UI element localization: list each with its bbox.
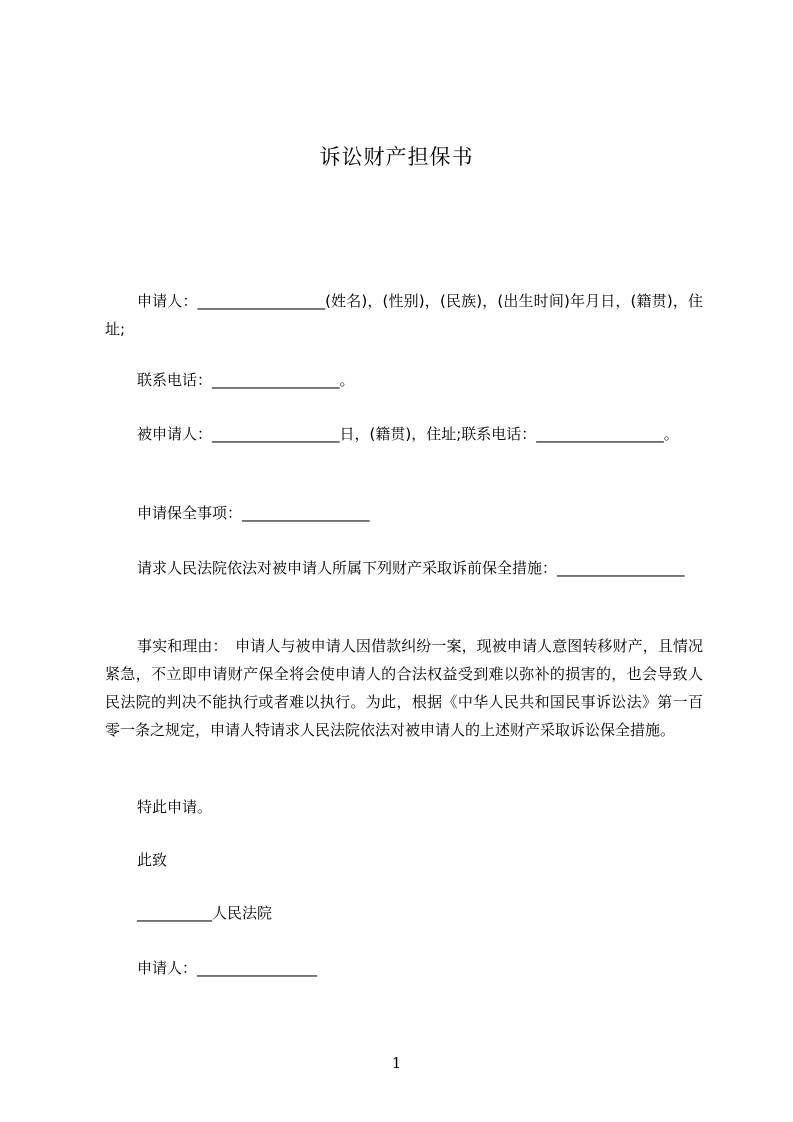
phone-paragraph: 联系电话：_________________。 xyxy=(137,371,355,389)
court-line: __________人民法院 xyxy=(137,904,273,922)
request-paragraph: 请求人民法院依法对被申请人所属下列财产采取诉前保全措施：_________________ xyxy=(137,559,685,577)
facts-and-reasons-paragraph: 事实和理由： 申请人与被申请人因借款纠纷一案，现被申请人意图转移财产，且情况紧急，不立即申请财产保全将会使申请人的合法权益受到难以弥补的损害的，也会导致人民法院的判决不能执行或者难以执行。为此，根据《中华人民共和国民事诉讼法》第一百零一条之规定，申请人特请求人民法院依法对被申请人的上述财产采取诉讼保全措施。 xyxy=(105,637,703,739)
document-title: 诉讼财产担保书 xyxy=(319,145,474,169)
salutation-line: 此致 xyxy=(137,851,168,869)
applicant-paragraph: 申请人：_________________(姓名)，(性别)，(民族)，(出生时间)年月日，(籍贯)，住址; xyxy=(105,292,703,338)
preservation-matter-paragraph: 申请保全事项：_________________ xyxy=(137,504,370,522)
page-number: 1 xyxy=(391,1054,402,1072)
applicant-signature-line: 申请人：________________ xyxy=(137,959,318,977)
respondent-paragraph: 被申请人：_________________日，(籍贯)，住址;联系电话：_________________。 xyxy=(137,425,679,443)
hereby-apply-line: 特此申请。 xyxy=(137,798,213,816)
